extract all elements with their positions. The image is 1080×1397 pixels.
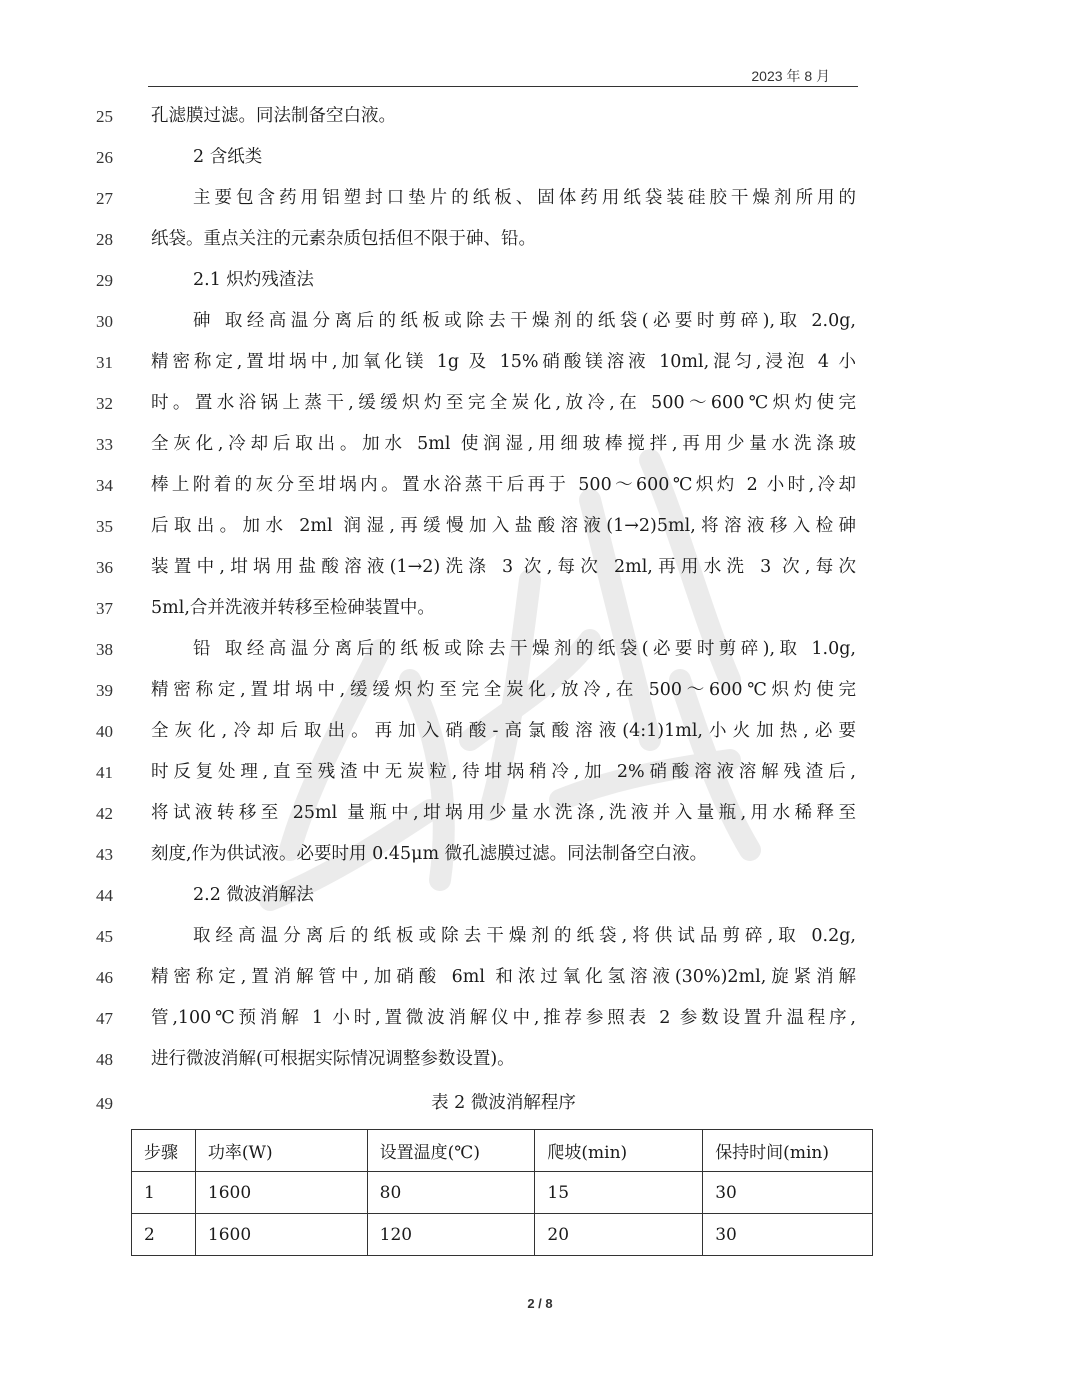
paragraph-text: 铅 取经高温分离后的纸板或除去干燥剂的纸袋(必要时剪碎),取 1.0g, [193,639,856,659]
paragraph-text: 管,100℃预消解 1 小时,置微波消解仪中,推荐参照表 2 参数设置升温程序, [151,1008,856,1028]
paragraph-text: 主要包含药用铝塑封口垫片的纸板、固体药用纸袋装硅胶干燥剂所用的 [193,188,856,208]
subsection-heading: 2.2 微波消解法 [193,885,314,905]
text-line [0,301,1080,342]
table-cell: 2 [132,1214,196,1256]
line-number: 45 [96,927,113,946]
table-header-cell: 爬坡(min) [535,1130,703,1172]
section-heading: 2 含纸类 [193,147,263,167]
line-number: 26 [96,148,113,167]
paragraph-text: 孔滤膜过滤。同法制备空白液。 [151,106,396,126]
text-line [0,178,1080,219]
line-number: 33 [96,435,113,454]
line-number: 47 [96,1009,113,1028]
text-line [0,547,1080,588]
paragraph-text: 精密称定,置消解管中,加硝酸 6ml 和浓过氧化氢溶液(30%)2ml,旋紧消解 [151,967,856,987]
text-line [0,793,1080,834]
paragraph-text: 时反复处理,直至残渣中无炭粒,待坩埚稍冷,加 2%硝酸溶液溶解残渣后, [151,762,856,782]
text-line [0,752,1080,793]
text-line [0,1083,1080,1124]
text-line [0,137,1080,178]
paragraph-text: 后取出。加水 2ml 润湿,再缓慢加入盐酸溶液(1→2)5ml,将溶液移入检砷 [151,516,856,536]
paragraph-text: 全灰化,冷却后取出。再加入硝酸-高氯酸溶液(4:1)1ml,小火加热,必要 [151,721,856,741]
paragraph-text: 全灰化,冷却后取出。加水 5ml 使润湿,用细玻棒搅拌,再用少量水洗涤玻 [151,434,856,454]
text-line [0,629,1080,670]
microwave-program-table [131,1129,873,1256]
line-number: 32 [96,394,113,413]
line-number: 34 [96,476,113,495]
paragraph-text: 棒上附着的灰分至坩埚内。置水浴蒸干后再于 500～600℃炽灼 2 小时,冷却 [151,475,856,495]
line-number: 39 [96,681,113,700]
text-line [0,875,1080,916]
line-number: 27 [96,189,113,208]
table-header-cell: 设置温度(℃) [367,1130,535,1172]
paragraph-text: 装置中,坩埚用盐酸溶液(1→2)洗涤 3 次,每次 2ml,再用水洗 3 次,每次 [151,557,856,577]
line-number: 25 [96,107,113,126]
table-cell: 120 [367,1214,535,1256]
paragraph-text: 精密称定,置坩埚中,缓缓炽灼至完全炭化,放冷,在 500～600℃炽灼使完 [151,680,856,700]
line-number: 49 [96,1094,113,1113]
paragraph-text: 精密称定,置坩埚中,加氧化镁 1g 及 15%硝酸镁溶液 10ml,混匀,浸泡 4 小 [151,352,856,372]
table-cell: 30 [703,1214,873,1256]
text-line [0,506,1080,547]
table-cell: 80 [367,1172,535,1214]
text-line [0,219,1080,260]
table-header-row [132,1130,873,1172]
table-cell: 30 [703,1172,873,1214]
table-cell: 1 [132,1172,196,1214]
line-number: 28 [96,230,113,249]
line-number: 30 [96,312,113,331]
header-date: 2023 年 8 月 [751,68,830,84]
table-header-cell: 保持时间(min) [703,1130,873,1172]
paragraph-text: 纸袋。重点关注的元素杂质包括但不限于砷、铅。 [151,229,536,249]
header-rule [148,86,858,87]
table-header-cell: 功率(W) [195,1130,367,1172]
line-number: 35 [96,517,113,536]
text-line [0,916,1080,957]
text-line [0,711,1080,752]
text-line [0,96,1080,137]
table-caption: 表 2 微波消解程序 [431,1093,576,1113]
text-line [0,998,1080,1039]
line-number: 43 [96,845,113,864]
text-line [0,260,1080,301]
text-line [0,424,1080,465]
text-line [0,588,1080,629]
text-line [0,957,1080,998]
line-number: 40 [96,722,113,741]
text-line [0,1039,1080,1080]
table-cell: 1600 [195,1172,367,1214]
paragraph-text: 取经高温分离后的纸板或除去干燥剂的纸袋,将供试品剪碎,取 0.2g, [193,926,856,946]
line-number: 46 [96,968,113,987]
line-number: 31 [96,353,113,372]
paragraph-text: 时。置水浴锅上蒸干,缓缓炽灼至完全炭化,放冷,在 500～600℃炽灼使完 [151,393,856,413]
table-cell: 15 [535,1172,703,1214]
line-number: 42 [96,804,113,823]
paragraph-text: 将试液转移至 25ml 量瓶中,坩埚用少量水洗涤,洗液并入量瓶,用水稀释至 [151,803,856,823]
line-number: 36 [96,558,113,577]
line-number: 38 [96,640,113,659]
line-number: 37 [96,599,113,618]
line-number: 48 [96,1050,113,1069]
table-row [132,1214,873,1256]
paragraph-text: 刻度,作为供试液。必要时用 0.45μm 微孔滤膜过滤。同法制备空白液。 [151,844,708,864]
text-line [0,834,1080,875]
text-line [0,465,1080,506]
subsection-heading: 2.1 炽灼残渣法 [193,270,314,290]
paragraph-text: 砷 取经高温分离后的纸板或除去干燥剂的纸袋(必要时剪碎),取 2.0g, [193,311,856,331]
line-number: 29 [96,271,113,290]
text-line [0,342,1080,383]
line-number: 44 [96,886,113,905]
text-line [0,383,1080,424]
table-header-cell: 步骤 [132,1130,196,1172]
paragraph-text: 5ml,合并洗液并转移至检砷装置中。 [151,598,435,618]
page-number: 2 / 8 [527,1296,553,1311]
paragraph-text: 进行微波消解(可根据实际情况调整参数设置)。 [151,1049,515,1069]
line-number: 41 [96,763,113,782]
table-row [132,1172,873,1214]
table-cell: 1600 [195,1214,367,1256]
table-cell: 20 [535,1214,703,1256]
text-line [0,670,1080,711]
